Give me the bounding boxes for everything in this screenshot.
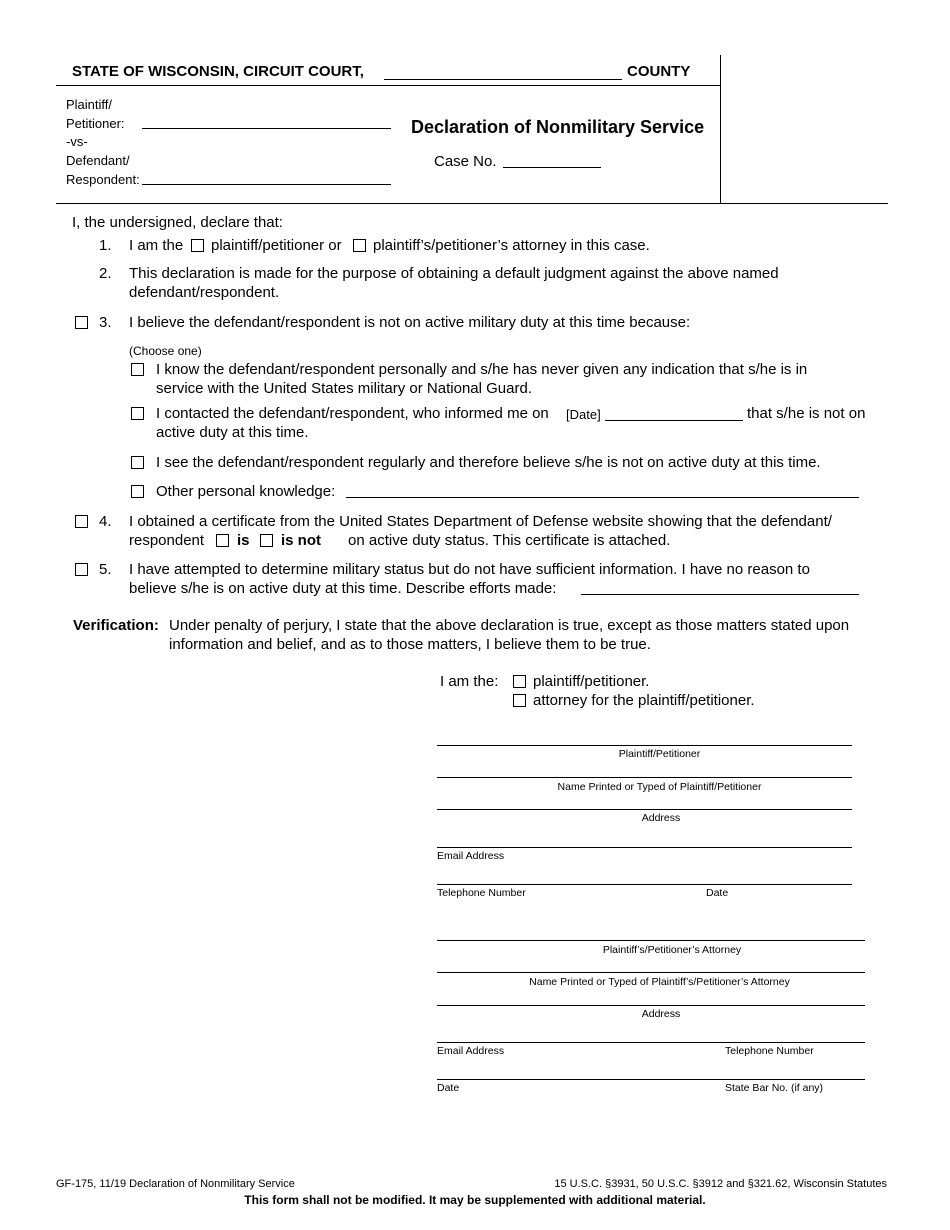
item3-checkbox[interactable]: [75, 316, 88, 329]
contact-date-field[interactable]: [605, 420, 743, 421]
plaintiff-phone-label: Telephone Number: [437, 887, 526, 899]
item3-option-c: I see the defendant/respondent regularly and therefore believe s/he is not on active duty at this time.: [156, 454, 821, 471]
attorney-phone-label: Telephone Number: [725, 1045, 814, 1057]
verification-line1: Under penalty of perjury, I state that the above declaration is true, except as those matters stated upon: [169, 617, 850, 634]
is-not-checkbox[interactable]: [260, 534, 273, 547]
attorney-email-line[interactable]: [437, 1042, 865, 1043]
item4-line2: on active duty status. This certificate is attached.: [348, 532, 671, 549]
item-number: 1.: [99, 237, 112, 254]
attorney-date-line[interactable]: [437, 1079, 865, 1080]
county-field[interactable]: [384, 79, 622, 80]
plaintiff-phone-line[interactable]: [437, 884, 852, 885]
efforts-field[interactable]: [581, 594, 859, 595]
plaintiff-signature-label: Plaintiff/Petitioner: [618, 748, 701, 760]
item2-line2: defendant/respondent.: [129, 284, 280, 301]
header-divider-vertical: [720, 55, 721, 203]
form-title: Declaration of Nonmilitary Service: [411, 117, 705, 137]
plaintiff-address-line[interactable]: [437, 809, 852, 810]
form-id: GF-175, 11/19 Declaration of Nonmilitary Service: [56, 1178, 295, 1190]
item3-option-d-checkbox[interactable]: [131, 485, 144, 498]
item-number: 3.: [99, 314, 112, 331]
iam-attorney-checkbox[interactable]: [513, 694, 526, 707]
plaintiff-address-label: Address: [641, 812, 681, 824]
defendant-label-1: Defendant/: [66, 153, 130, 168]
attorney-bar-label: State Bar No. (if any): [725, 1082, 824, 1094]
item1-opt2: plaintiff’s/petitioner’s attorney in this case.: [373, 237, 650, 254]
iam-label: I am the:: [440, 673, 499, 690]
attorney-address-label: Address: [641, 1008, 681, 1020]
item3-option-b-post: that s/he is not on: [747, 405, 866, 422]
is-checkbox[interactable]: [216, 534, 229, 547]
item5-checkbox[interactable]: [75, 563, 88, 576]
is-label: is: [237, 532, 250, 549]
header-divider-top: [56, 85, 720, 86]
item3-option-b-pre: I contacted the defendant/respondent, who informed me on: [156, 405, 549, 422]
item4-checkbox[interactable]: [75, 515, 88, 528]
item1-opt1: plaintiff/petitioner or: [211, 237, 342, 254]
plaintiff-checkbox[interactable]: [191, 239, 204, 252]
attorney-signature-label: Plaintiff’s/Petitioner’s Attorney: [602, 944, 742, 956]
form-notice: This form shall not be modified. It may be supplemented with additional material.: [244, 1193, 706, 1207]
plaintiff-email-label: Email Address: [437, 850, 505, 862]
plaintiff-email-line[interactable]: [437, 847, 852, 848]
item3-option-c-checkbox[interactable]: [131, 456, 144, 469]
item5-line2: believe s/he is on active duty at this time. Describe efforts made:: [129, 580, 557, 597]
statute-reference: 15 U.S.C. §3931, 50 U.S.C. §3912 and §321.62, Wisconsin Statutes: [554, 1178, 887, 1190]
item3-text: I believe the defendant/respondent is not on active military duty at this time because:: [129, 314, 691, 331]
plaintiff-signature-line[interactable]: [437, 745, 852, 746]
plaintiff-date-label: Date: [706, 887, 729, 899]
verification-label: Verification:: [73, 617, 159, 634]
item-number: 2.: [99, 265, 112, 282]
header-divider-bottom: [56, 203, 888, 204]
vs-label: -vs-: [66, 134, 88, 149]
attorney-email-label: Email Address: [437, 1045, 505, 1057]
item3-option-a-line2: service with the United States military or National Guard.: [156, 380, 532, 397]
iam-plaintiff-checkbox[interactable]: [513, 675, 526, 688]
county-label: COUNTY: [627, 63, 691, 80]
plaintiff-name-line[interactable]: [437, 777, 852, 778]
item2-line1: This declaration is made for the purpose of obtaining a default judgment against the above named: [129, 265, 779, 282]
other-knowledge-field[interactable]: [346, 497, 859, 498]
iam-attorney-label: attorney for the plaintiff/petitioner.: [533, 692, 755, 709]
attorney-date-label: Date: [437, 1082, 460, 1094]
defendant-field[interactable]: [142, 184, 391, 185]
is-not-label: is not: [281, 532, 321, 549]
case-no-label: Case No.: [434, 153, 497, 170]
item1-prefix: I am the: [129, 237, 184, 254]
attorney-signature-line[interactable]: [437, 940, 865, 941]
item4-line1: I obtained a certificate from the United States Department of Defense website showing that the defendant/: [129, 513, 832, 530]
plaintiff-label-1: Plaintiff/: [66, 97, 113, 112]
plaintiff-field[interactable]: [142, 128, 391, 129]
choose-one-label: (Choose one): [129, 344, 202, 358]
case-no-field[interactable]: [503, 167, 601, 168]
item5-line1: I have attempted to determine military status but do not have sufficient information. I have no reason to: [129, 561, 810, 578]
court-heading: STATE OF WISCONSIN, CIRCUIT COURT,: [72, 63, 364, 80]
verification-line2: information and belief, and as to those matters, I believe them to be true.: [169, 636, 651, 653]
item-number: 4.: [99, 513, 112, 530]
attorney-address-line[interactable]: [437, 1005, 865, 1006]
item3-option-b-line2: active duty at this time.: [156, 424, 309, 441]
plaintiff-name-label: Name Printed or Typed of Plaintiff/Petitioner: [557, 781, 762, 793]
item3-option-b-checkbox[interactable]: [131, 407, 144, 420]
intro-text: I, the undersigned, declare that:: [72, 214, 283, 231]
item4-respondent: respondent: [129, 532, 205, 549]
item3-option-b-date-label: [Date]: [566, 407, 601, 422]
iam-plaintiff-label: plaintiff/petitioner.: [533, 673, 650, 690]
plaintiff-label-2: Petitioner:: [66, 116, 125, 131]
defendant-label-2: Respondent:: [66, 172, 140, 187]
item3-option-a-line1: I know the defendant/respondent personally and s/he has never given any indication that s/he is in: [156, 361, 808, 378]
attorney-checkbox[interactable]: [353, 239, 366, 252]
attorney-name-label: Name Printed or Typed of Plaintiff’s/Petitioner’s Attorney: [529, 976, 790, 988]
attorney-name-line[interactable]: [437, 972, 865, 973]
item3-option-d: Other personal knowledge:: [156, 483, 336, 500]
item-number: 5.: [99, 561, 112, 578]
item3-option-a-checkbox[interactable]: [131, 363, 144, 376]
